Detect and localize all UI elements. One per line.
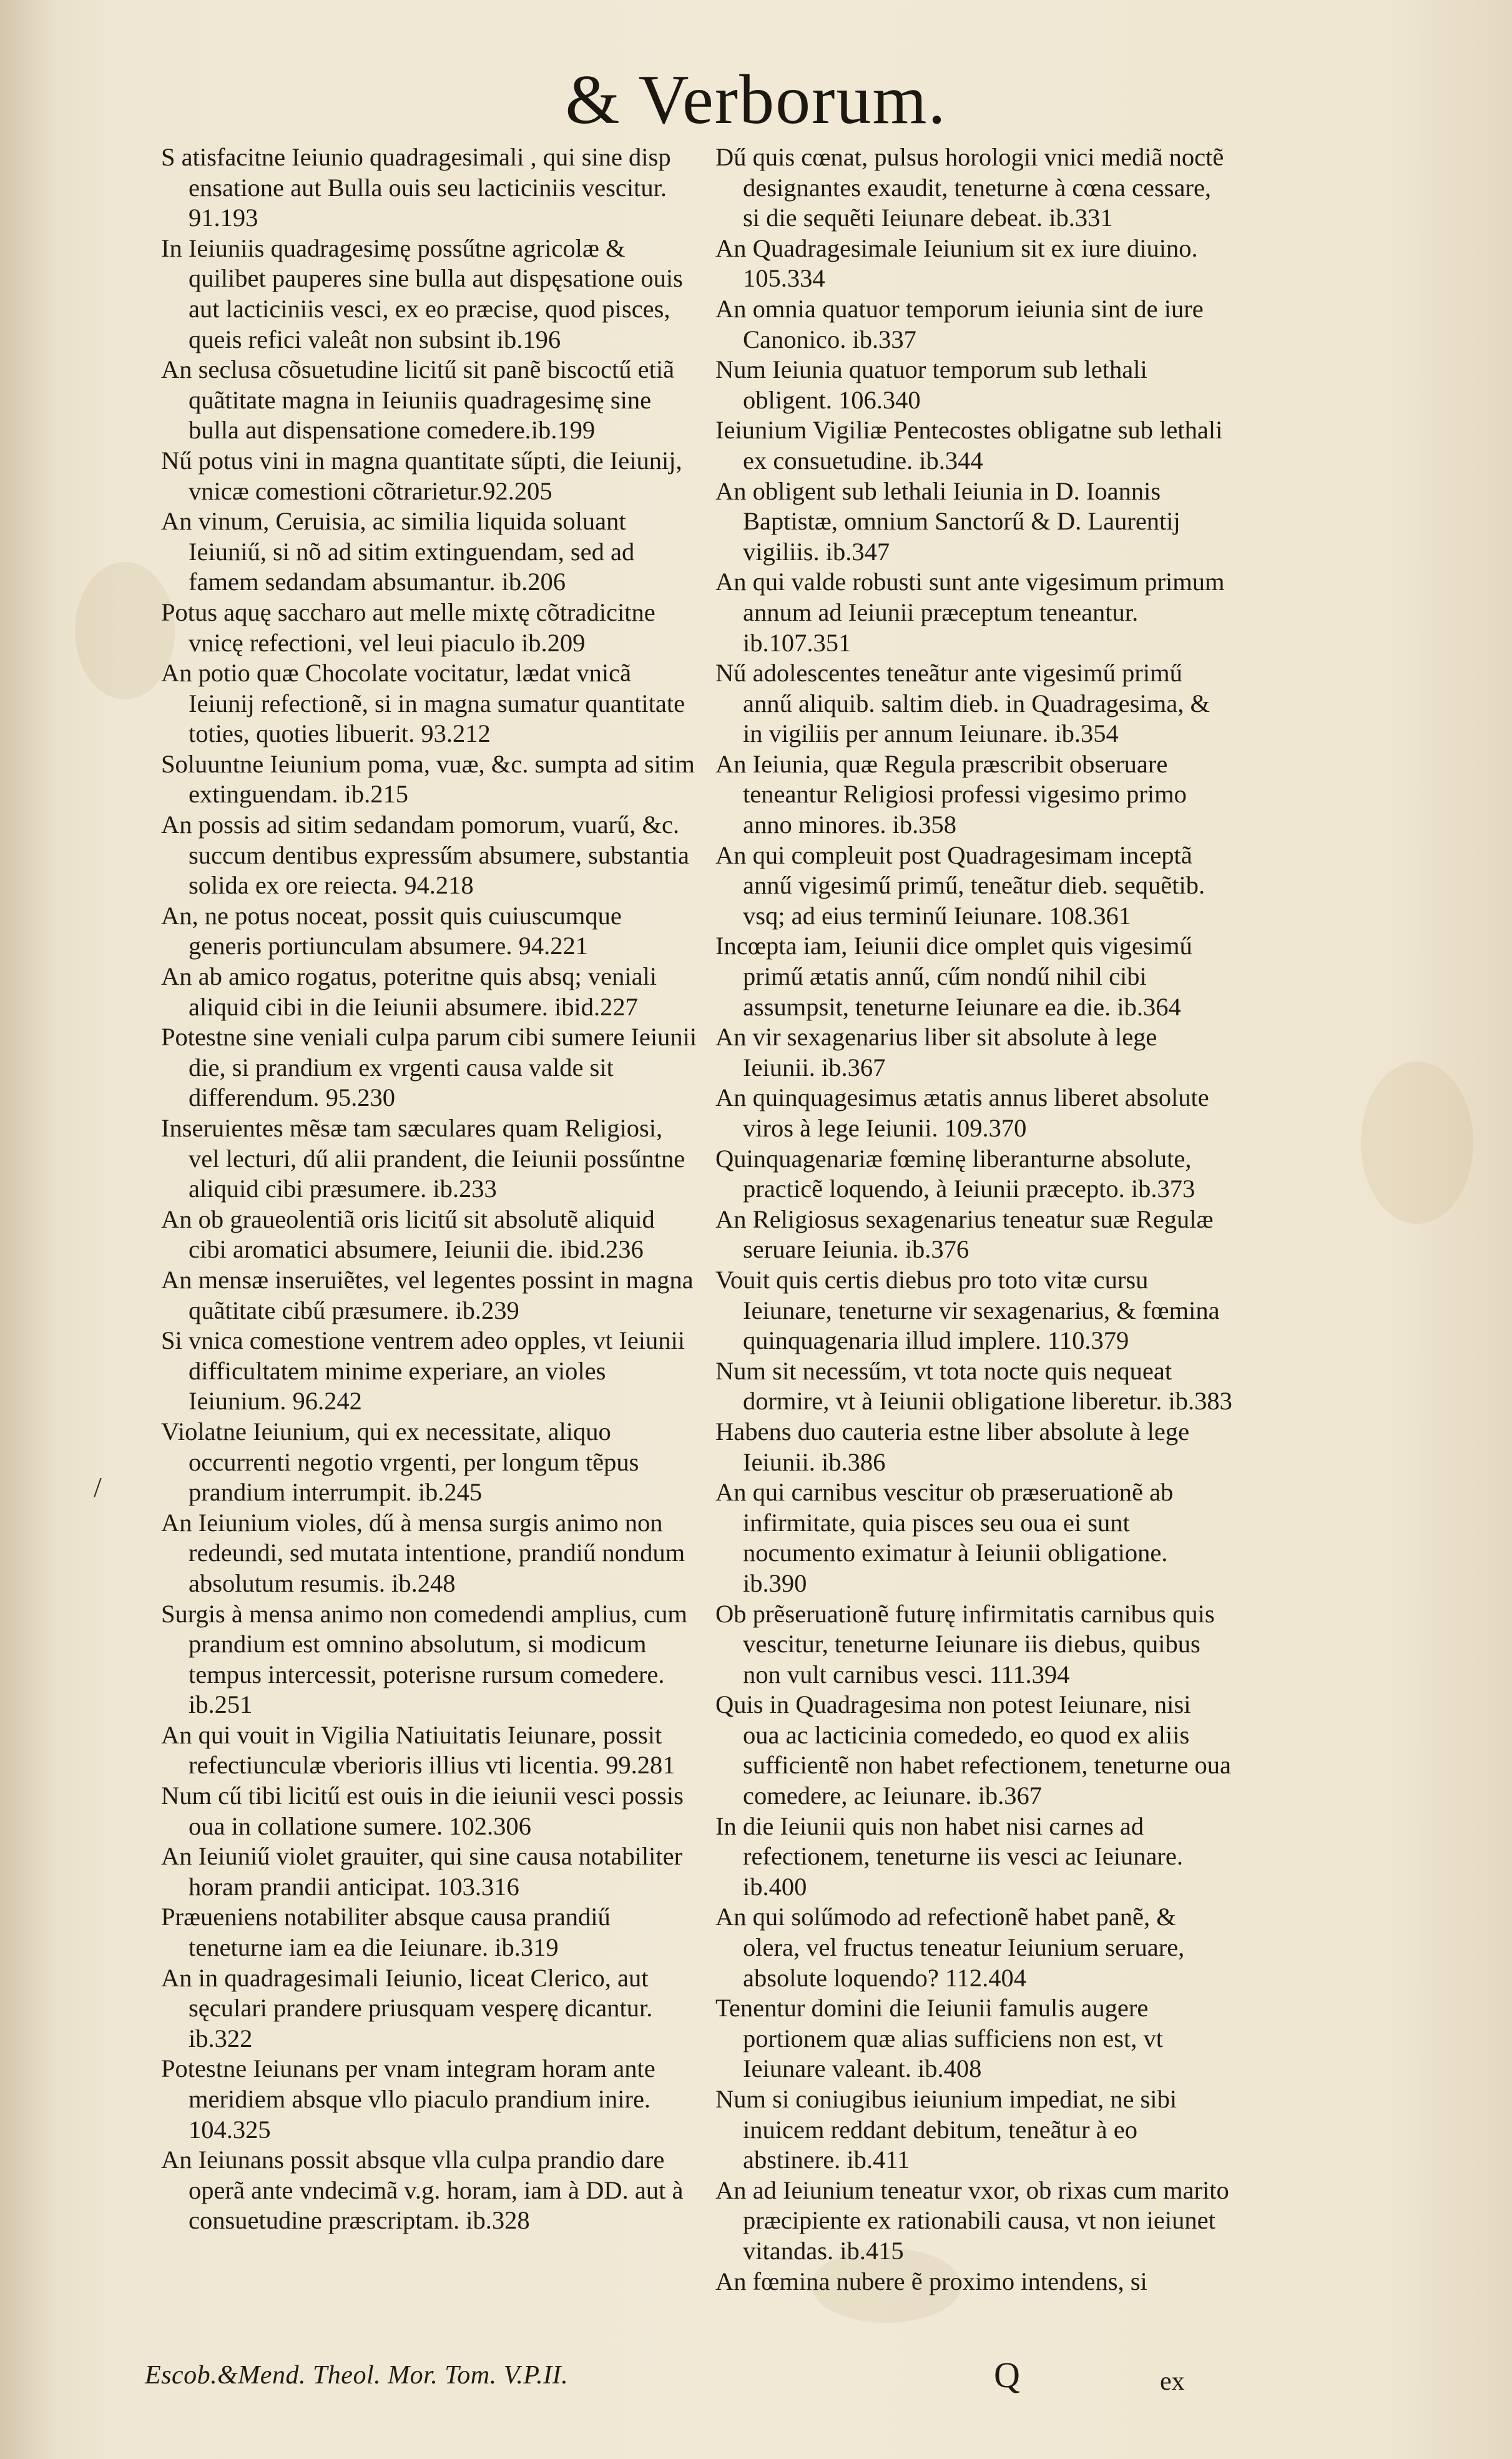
index-entry: Quinquagenariæ fœminę liberanturne absolute, practicẽ loquendo, à Ieiunii præcepto. ib.373 — [715, 1144, 1195, 1203]
index-entry: Nű adolescentes teneãtur ante vigesimű primű annű aliquib. saltim dieb. in Quadragesima, & in vigiliis per annum Ieiunare. ib.354 — [715, 659, 1210, 748]
index-entry: An ob graueolentiã oris licitű sit absolutẽ aliquid cibi aromatici absumere, Ieiunii die. ibid.236 — [161, 1205, 655, 1264]
index-entry: Num Ieiunia quatuor temporum sub lethali obligent. 106.340 — [715, 355, 1147, 414]
gutter-shadow — [0, 0, 56, 2459]
index-entry: Ob prẽseruationẽ futurę infirmitatis carnibus quis vescitur, teneturne Ieiunare iis diebus, quibus non vult carnibus vesci. 111.394 — [715, 1599, 1215, 1688]
index-entry: An quinquagesimus ætatis annus liberet absolute viros à lege Ieiunii. 109.370 — [715, 1083, 1209, 1142]
index-entry: Si vnica comestione ventrem adeo opples, vt Ieiunii difficultatem minime experiare, an violes Ieiunium. 96.242 — [161, 1326, 685, 1416]
index-entry: In die Ieiunii quis non habet nisi carnes ad refectionem, teneturne iis vesci ac Ieiunare. ib.400 — [715, 1811, 1184, 1901]
index-entry: Potus aquę saccharo aut melle mixtę cõtradicitne vnicę refectioni, vel leui piaculo ib.209 — [161, 598, 655, 657]
index-entry: S atisfacitne Ieiunio quadragesimali , qui sine disp ensatione aut Bulla ouis seu lacticiniis vescitur. 91.193 — [161, 143, 671, 232]
index-entry: An ab amico rogatus, poteritne quis absq; veniali aliquid cibi in die Ieiunii absumere. ibid.227 — [161, 962, 657, 1021]
index-entry: Num sit necessűm, vt tota nocte quis nequeat dormire, vt à Ieiunii obligatione liberetur. ib.383 — [715, 1356, 1232, 1416]
index-entry: Potestne sine veniali culpa parum cibi sumere Ieiunii die, si prandium ex vrgenti causa valde sit differendum. 95.230 — [161, 1023, 697, 1112]
index-entry: An Ieiunium violes, dű à mensa surgis animo non redeundi, sed mutata intentione, prandiű nondum absolutum resumis. ib.248 — [161, 1508, 685, 1597]
index-entry: An fœmina nubere ẽ proximo intendens, si — [715, 2267, 1147, 2295]
index-entry: An Religiosus sexagenarius teneatur suæ Regulæ seruare Ieiunia. ib.376 — [715, 1205, 1214, 1264]
index-entry: An qui valde robusti sunt ante vigesimum primum annum ad Ieiunii præceptum teneantur. ib.107.351 — [715, 568, 1225, 657]
catchword: ex — [1160, 2367, 1185, 2396]
index-entry: Vouit quis certis diebus pro toto vitæ cursu Ieiunare, teneturne vir sexagenarius, & fœmina quinquagenaria illud implere. 110.379 — [715, 1265, 1220, 1355]
index-entry: An qui vouit in Vigilia Natiuitatis Ieiunare, possit refectiunculæ vberioris illius vti licentia. 99.281 — [161, 1720, 675, 1780]
index-entry: Præueniens notabiliter absque causa prandiű teneturne iam ea die Ieiunare. ib.319 — [161, 1903, 611, 1962]
index-entry: Surgis à mensa animo non comedendi amplius, cum prandium est omnino absolutum, si modicum tempus intercessit, poterisne rursum comedere. ib.251 — [161, 1599, 687, 1719]
index-entry: An Ieiuniű violet grauiter, qui sine causa notabiliter horam prandii anticipat. 103.316 — [161, 1842, 683, 1901]
index-entry: Soluuntne Ieiunium poma, vuæ, &c. sumpta ad sitim extinguendam. ib.215 — [161, 749, 695, 809]
running-title: Escob.&Mend. Theol. Mor. Tom. V.P.II. — [145, 2361, 569, 2390]
index-entry: An mensæ inseruiẽtes, vel legentes possint in magna quãtitate cibű præsumere. ib.239 — [161, 1265, 694, 1324]
index-entry: Violatne Ieiunium, qui ex necessitate, aliquo occurrenti negotio vrgenti, per longum tẽpus prandium interrumpit. ib.245 — [161, 1417, 639, 1507]
index-entry: Num cű tibi licitű est ouis in die ieiunii vesci possis oua in collatione sumere. 102.306 — [161, 1781, 684, 1840]
index-entry: Nű potus vini in magna quantitate sűpti, die Ieiunij, vnicæ comestioni cõtrarietur.92.205 — [161, 446, 682, 505]
index-entry: An, ne potus noceat, possit quis cuiuscumque generis portiunculam absumere. 94.221 — [161, 901, 622, 960]
index-entry: Potestne Ieiunans per vnam integram horam ante meridiem absque vllo piaculo prandium inire. 104.325 — [161, 2054, 655, 2144]
signature-mark: Q — [994, 2355, 1020, 2395]
index-entry: In Ieiuniis quadragesimę possűtne agricolæ & quilibet pauperes sine bulla aut dispęsatione ouis aut lacticiniis vesci, ex eo præcise, quod pisces, queis refici valeât non subsint ib.196 — [161, 234, 683, 353]
index-entry: Inseruientes mẽsæ tam sæculares quam Religiosi, vel lecturi, dű alii prandent, die Ieiunii possűntne aliquid cibi præsumere. ib.233 — [161, 1114, 685, 1203]
index-entry: An seclusa cõsuetudine licitű sit panẽ biscoctű etiã quãtitate magna in Ieiuniis quadragesimę sine bulla aut dispensatione comedere.ib.199 — [161, 355, 675, 445]
index-entry: Habens duo cauteria estne liber absolute à lege Ieiunii. ib.386 — [715, 1417, 1190, 1476]
margin-mark: / — [94, 1471, 102, 1503]
paper-stain — [75, 562, 175, 699]
index-entry: Quis in Quadragesima non potest Ieiunare, nisi oua ac lacticinia comededo, eo quod ex aliis sufficientẽ non habet refectionem, teneturne oua comedere, ac Ieiunare. ib.367 — [715, 1690, 1231, 1810]
index-entry: An qui compleuit post Quadragesimam inceptã annű vigesimű primű, teneãtur dieb. sequẽtib. vsq; ad eius terminű Ieiunare. 108.361 — [715, 840, 1205, 930]
index-entry: An vir sexagenarius liber sit absolute à lege Ieiunii. ib.367 — [715, 1023, 1157, 1082]
index-column-left — [161, 142, 698, 2236]
index-entry: An omnia quatuor temporum ieiunia sint de iure Canonico. ib.337 — [715, 294, 1204, 353]
index-entry: An Ieiunia, quæ Regula præscribit obseruare teneantur Religiosi professi vigesimo primo anno minores. ib.358 — [715, 749, 1187, 839]
index-entry: An Ieiunans possit absque vlla culpa prandio dare operã ante vndecimã v.g. horam, iam à DD. aut à consuetudine præscriptam. ib.328 — [161, 2146, 684, 2235]
index-entry: Incœpta iam, Ieiunii dice omplet quis vigesimű primű ætatis annű, cűm nondű nihil cibi assumpsit, teneturne Ieiunare ea die. ib.364 — [715, 932, 1192, 1021]
index-entry: An vinum, Ceruisia, ac similia liquida soluant Ieiuniű, si nõ ad sitim extinguendam, sed ad famem sedandam absumantur. ib.206 — [161, 507, 635, 596]
index-entry: An in quadragesimali Ieiunio, liceat Clerico, aut sęculari prandere priusquam vesperę dicantur. ib.322 — [161, 1963, 653, 2052]
index-entry: An Quadragesimale Ieiunium sit ex iure diuino. 105.334 — [715, 234, 1198, 293]
index-entry: Num si coniugibus ieiunium impediat, ne sibi inuicem reddant debitum, teneãtur à eo abstinere. ib.411 — [715, 2085, 1177, 2174]
index-entry: An potio quæ Chocolate vocitatur, lædat vnicã Ieiunij refectionẽ, si in magna sumatur quantitate toties, quoties libuerit. 93.212 — [161, 659, 685, 748]
index-entry: An possis ad sitim sedandam pomorum, vuarű, &c. succum dentibus expressűm absumere, substantia solida ex ore reiecta. 94.218 — [161, 811, 689, 900]
index-entry: An qui carnibus vescitur ob præseruationẽ ab infirmitate, quia pisces seu oua ei sunt nocumento eximatur à Ieiunii obligatione. ib.390 — [715, 1478, 1174, 1597]
index-entry: An obligent sub lethali Ieiunia in D. Ioannis Baptistæ, omnium Sanctorű & D. Laurentij vigiliis. ib.347 — [715, 476, 1181, 566]
index-entry: Tenentur domini die Ieiunii famulis augere portionem quæ alias sufficiens non est, vt Ieiunare valeant. ib.408 — [715, 1994, 1164, 2083]
index-entry: An qui solűmodo ad refectionẽ habet panẽ, & olera, vel fructus teneatur Ieiunium seruare, absolute loquendo? 112.404 — [715, 1903, 1185, 1992]
index-entry: An ad Ieiunium teneatur vxor, ob rixas cum marito præcipiente ex rationabili causa, vt non ieiunet vitandas. ib.415 — [715, 2176, 1229, 2265]
index-entry: Ieiunium Vigiliæ Pentecostes obligatne sub lethali ex consuetudine. ib.344 — [715, 416, 1223, 475]
index-entry: Dű quis cœnat, pulsus horologii vnici mediã noctẽ designantes exaudit, teneturne à cœna cessare, si die sequẽti Ieiunare debeat. ib.331 — [715, 143, 1224, 232]
page-header: & Verborum. — [565, 61, 947, 139]
index-column-right — [715, 142, 1234, 2297]
paper-stain — [1361, 1062, 1473, 1224]
